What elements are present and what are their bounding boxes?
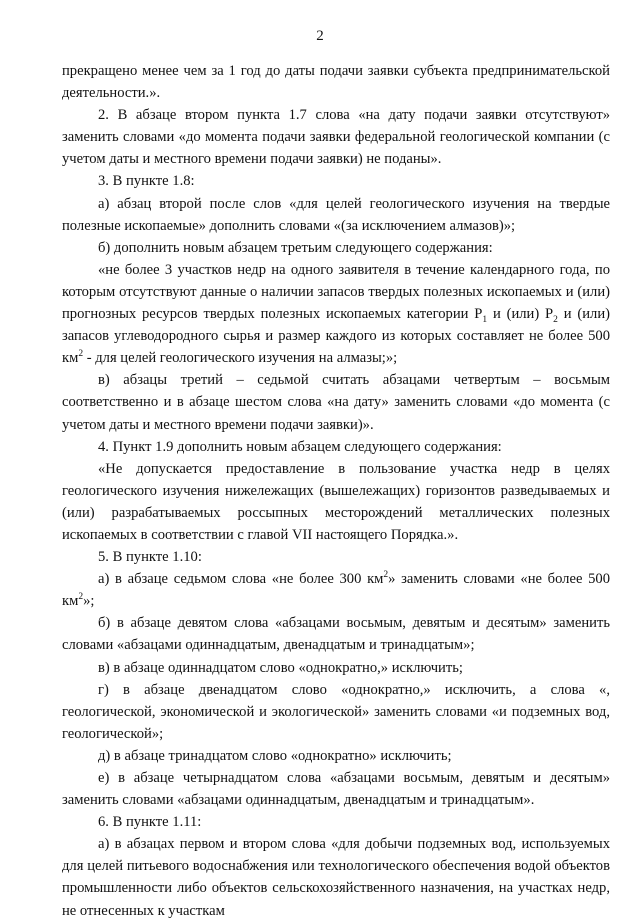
paragraph: а) в абзацах первом и втором слова «для добычи подземных вод, используемых для целей питьевого водоснабжения или технологического обеспечения водой объектов промышленности либо объектов сельскохозяйственного назначения, на участках недр, не отнесенных к участкам — [62, 836, 610, 919]
paragraph: 3. В пункте 1.8: — [98, 173, 195, 190]
paragraph: б) в абзаце девятом слова «абзацами восьмым, девятым и десятым» заменить словами «абзацами одиннадцатым, двенадцатым и тринадцатым»; — [62, 615, 610, 654]
paragraph: б) дополнить новым абзацем третьим следующего содержания: — [98, 239, 493, 256]
paragraph: 4. Пункт 1.9 дополнить новым абзацем следующего содержания: — [98, 438, 502, 455]
paragraph: 5. В пункте 1.10: — [98, 549, 202, 566]
page-number: 2 — [316, 28, 324, 44]
paragraph: е) в абзаце четырнадцатом слова «абзацами восьмым, девятым и десятым» заменить словами «абзацами одиннадцатым, двенадцатым и тринадцатым». — [62, 770, 610, 809]
paragraph: в) абзацы третий – седьмой считать абзацами четвертым – восьмым соответственно и в абзаце шестом слова «на дату» заменить словами «до момента (с учетом даты и местного времени подачи заявки)». — [62, 372, 610, 433]
paragraph: а) в абзаце седьмом слова «не более 300 $км^2$» заменить словами «не более 500 $км^2$»; — [62, 570, 610, 610]
paragraph: прекращено менее чем за 1 год до даты подачи заявки субъекта предпринимательской деятельности.». — [62, 63, 610, 102]
paragraph: а) абзац второй после слов «для целей геологического изучения на твердые полезные ископаемые» дополнить словами «(за исключением алмазов)»; — [62, 195, 610, 234]
paragraph: г) в абзаце двенадцатом слово «однократно,» исключить, а слова «, геологической, экономической и экологической» заменить словами «и подземных вод, геологической»; — [62, 681, 610, 742]
paragraph: 6. В пункте 1.11: — [98, 814, 202, 831]
document-body — [62, 60, 610, 922]
paragraph: «не более 3 участков недр на одного заявителя в течение календарного года, по которым отсутствуют данные о наличии запасов твердых полезных ископаемых и (или) прогнозных ресурсов твердых полезных ископаемых категории $P_1$ и (или) $P_2$ и (или) запасов углеводородного сырья и размер каждого из которых составляет не более 500 $км^2$ - для целей геологического изучения на алмазы;»; — [62, 261, 610, 367]
paragraph: 2. В абзаце втором пункта 1.7 слова «на дату подачи заявки отсутствуют» заменить словами «до момента подачи заявки федеральной геологической компании (с учетом даты и местного времени подачи заявки) не поданы». — [62, 107, 610, 168]
paragraph: «Не допускается предоставление в пользование участка недр в целях геологического изучения нижележащих (вышележащих) горизонтов разведываемых и (или) разрабатываемых россыпных месторождений металлических полезных ископаемых в соответствии с главой VII настоящего Порядка.». — [62, 460, 610, 543]
paragraph: в) в абзаце одиннадцатом слово «однократно,» исключить; — [98, 659, 463, 676]
paragraph: д) в абзаце тринадцатом слово «однократно» исключить; — [98, 747, 452, 764]
